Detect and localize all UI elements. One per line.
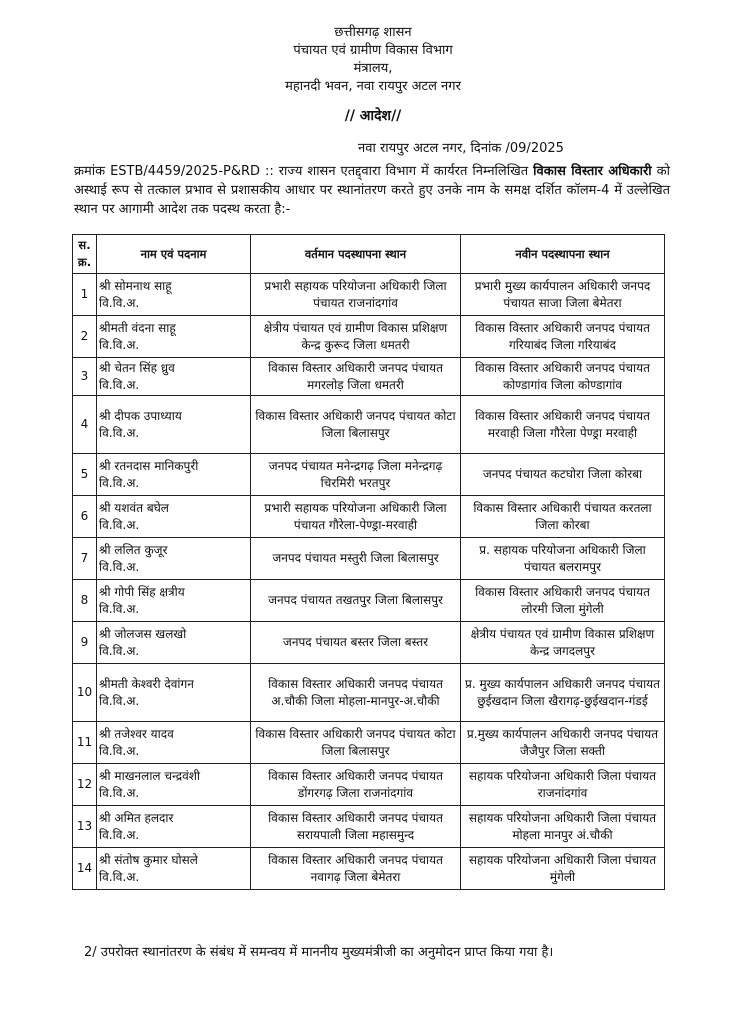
- table-row: [73, 274, 665, 316]
- employee-name: श्री माखनलाल चन्द्रवंशी: [99, 768, 201, 783]
- new-posting: प्र. सहायक परियोजना अधिकारी जिला पंचायत बलरामपुर: [461, 538, 665, 580]
- employee-name: श्री जोलजस खलखो: [99, 626, 187, 641]
- row-name-cell: [97, 274, 251, 316]
- row-name-cell: [97, 664, 251, 722]
- new-posting: प्र.मुख्य कार्यपालन अधिकारी जनपद पंचायत जैजैपुर जिला सक्ती: [461, 722, 665, 764]
- new-posting: प्र. मुख्य कार्यपालन अधिकारी जनपद पंचायत छुईखदान जिला खैरागढ़-छुईखदान-गंडई: [461, 664, 665, 722]
- employee-post: वि.वि.अ.: [99, 827, 140, 842]
- employee-post: वि.वि.अ.: [99, 643, 140, 658]
- row-serial: 8: [73, 580, 97, 622]
- employee-name: श्रीमती वंदना साहू: [99, 320, 176, 335]
- order-title: // आदेश//: [344, 108, 402, 124]
- row-serial: 6: [73, 496, 97, 538]
- row-name-cell: [97, 622, 251, 664]
- table-row: [73, 580, 665, 622]
- employee-post: वि.वि.अ.: [99, 601, 140, 616]
- row-serial: 12: [73, 764, 97, 806]
- current-posting: जनपद पंचायत बस्तर जिला बस्तर: [251, 622, 461, 664]
- employee-name: श्री संतोष कुमार घोसले: [99, 852, 198, 867]
- department-name: पंचायत एवं ग्रामीण विकास विभाग: [293, 43, 453, 58]
- current-posting: विकास विस्तार अधिकारी जनपद पंचायत अ.चौकी जिला मोहला-मानपुर-अ.चौकी: [251, 664, 461, 722]
- order-intro: [74, 162, 670, 219]
- table-row: [73, 454, 665, 496]
- employee-post: वि.वि.अ.: [99, 743, 140, 758]
- employee-post: वि.वि.अ.: [99, 785, 140, 800]
- table-row: [73, 664, 665, 722]
- employee-post: वि.वि.अ.: [99, 295, 140, 310]
- row-name-cell: [97, 316, 251, 358]
- current-posting: विकास विस्तार अधिकारी जनपद पंचायत कोटा जिला बिलासपुर: [251, 396, 461, 454]
- header-new-posting: नवीन पदस्थापना स्थान: [461, 235, 665, 274]
- header-name: नाम एवं पदनाम: [97, 235, 251, 274]
- ministry-name: मंत्रालय,: [353, 61, 393, 76]
- employee-post: वि.वि.अ.: [99, 517, 140, 532]
- table-row: [73, 764, 665, 806]
- employee-name: श्री यशवंत बघेल: [99, 500, 169, 515]
- new-posting: विकास विस्तार अधिकारी जनपद पंचायत लोरमी जिला मुंगेली: [461, 580, 665, 622]
- employee-name: श्री चेतन सिंह ध्रुव: [99, 360, 175, 375]
- row-name-cell: [97, 848, 251, 890]
- intro-designation: विकास विस्तार अधिकारी: [533, 164, 652, 179]
- current-posting: विकास विस्तार अधिकारी जनपद पंचायत नवागढ़ जिला बेमेतरा: [251, 848, 461, 890]
- table-row: [73, 538, 665, 580]
- transfer-table: [72, 234, 665, 890]
- row-name-cell: [97, 764, 251, 806]
- current-posting: प्रभारी सहायक परियोजना अधिकारी जिला पंचायत गौरेला-पेण्ड्रा-मरवाही: [251, 496, 461, 538]
- header-current-posting: वर्तमान पदस्थापना स्थान: [251, 235, 461, 274]
- employee-name: श्री सोमनाथ साहू: [99, 278, 172, 293]
- employee-name: श्री दीपक उपाध्याय: [99, 408, 182, 423]
- employee-name: श्री तजेश्वर यादव: [99, 726, 174, 741]
- employee-post: वि.वि.अ.: [99, 559, 140, 574]
- employee-post: वि.वि.अ.: [99, 475, 140, 490]
- current-posting: विकास विस्तार अधिकारी जनपद पंचायत कोटा जिला बिलासपुर: [251, 722, 461, 764]
- row-serial: 9: [73, 622, 97, 664]
- table-header-row: [73, 235, 665, 274]
- row-serial: 7: [73, 538, 97, 580]
- table-row: [73, 358, 665, 396]
- current-posting: जनपद पंचायत तखतपुर जिला बिलासपुर: [251, 580, 461, 622]
- new-posting: विकास विस्तार अधिकारी जनपद पंचायत गरियाबंद जिला गरियाबंद: [461, 316, 665, 358]
- current-posting: जनपद पंचायत मनेन्द्रगढ़ जिला मनेन्द्रगढ़ चिरमिरी भरतपुर: [251, 454, 461, 496]
- new-posting: विकास विस्तार अधिकारी जनपद पंचायत मरवाही जिला गौरेला पेण्ड्रा मरवाही: [461, 396, 665, 454]
- row-serial: 5: [73, 454, 97, 496]
- new-posting: जनपद पंचायत कटघोरा जिला कोरबा: [461, 454, 665, 496]
- current-posting: विकास विस्तार अधिकारी जनपद पंचायत डोंगरगढ़ जिला राजनांदगांव: [251, 764, 461, 806]
- employee-name: श्री गोपी सिंह क्षत्रीय: [99, 584, 185, 599]
- row-serial: 11: [73, 722, 97, 764]
- new-posting: सहायक परियोजना अधिकारी जिला पंचायत मुंगेली: [461, 848, 665, 890]
- employee-post: वि.वि.अ.: [99, 377, 140, 392]
- row-name-cell: [97, 358, 251, 396]
- row-serial: 3: [73, 358, 97, 396]
- employee-post: वि.वि.अ.: [99, 337, 140, 352]
- row-serial: 13: [73, 806, 97, 848]
- employee-post: वि.वि.अ.: [99, 869, 140, 884]
- new-posting: प्रभारी मुख्य कार्यपालन अधिकारी जनपद पंचायत साजा जिला बेमेतरा: [461, 274, 665, 316]
- new-posting: सहायक परियोजना अधिकारी जिला पंचायत राजनांदगांव: [461, 764, 665, 806]
- table-row: [73, 396, 665, 454]
- row-serial: 10: [73, 664, 97, 722]
- employee-name: श्री रतनदास मानिकपुरी: [99, 458, 199, 473]
- employee-name: श्री ललित कुजूर: [99, 542, 168, 557]
- table-row: [73, 722, 665, 764]
- row-name-cell: [97, 722, 251, 764]
- intro-reference: क्रमांक ESTB/4459/2025-P&RD :: राज्य शासन एतद्द्वारा विभाग में कार्यरत निम्नलिखित: [74, 164, 529, 179]
- employee-name: श्रीमती केश्वरी देवांगन: [99, 676, 194, 691]
- row-serial: 2: [73, 316, 97, 358]
- employee-post: वि.वि.अ.: [99, 425, 140, 440]
- row-serial: 1: [73, 274, 97, 316]
- row-name-cell: [97, 454, 251, 496]
- employee-post: वि.वि.अ.: [99, 693, 140, 708]
- table-row: [73, 848, 665, 890]
- employee-name: श्री अमित हलदार: [99, 810, 174, 825]
- table-row: [73, 316, 665, 358]
- new-posting: सहायक परियोजना अधिकारी जिला पंचायत मोहला मानपुर अं.चौकी: [461, 806, 665, 848]
- row-name-cell: [97, 496, 251, 538]
- table-row: [73, 622, 665, 664]
- current-posting: प्रभारी सहायक परियोजना अधिकारी जिला पंचायत राजनांदगांव: [251, 274, 461, 316]
- footer-note: 2/ उपरोक्त स्थानांतरण के संबंध में समन्वय में माननीय मुख्यमंत्रीजी का अनुमोदन प्राप्त किया गया है।: [84, 945, 554, 960]
- intro-body: को अस्थाई रूप से तत्काल प्रभाव से प्रशासकीय आधार पर स्थानांतरण करते हुए उनके नाम के समक्ष दर्शित कॉलम-4 में उल्लेखित स्थान पर आगामी आदेश तक पदस्थ करता है:-: [74, 164, 670, 217]
- new-posting: विकास विस्तार अधिकारी पंचायत करतला जिला कोरबा: [461, 496, 665, 538]
- new-posting: विकास विस्तार अधिकारी जनपद पंचायत कोण्डागांव जिला कोण्डागांव: [461, 358, 665, 396]
- government-name: छत्तीसगढ़ शासन: [334, 25, 412, 40]
- office-address: महानदी भवन, नवा रायपुर अटल नगर: [285, 79, 461, 94]
- row-name-cell: [97, 580, 251, 622]
- new-posting: क्षेत्रीय पंचायत एवं ग्रामीण विकास प्रशिक्षण केन्द्र जगदलपुर: [461, 622, 665, 664]
- row-name-cell: [97, 396, 251, 454]
- current-posting: क्षेत्रीय पंचायत एवं ग्रामीण विकास प्रशिक्षण केन्द्र कुरूद जिला धमतरी: [251, 316, 461, 358]
- current-posting: जनपद पंचायत मस्तुरी जिला बिलासपुर: [251, 538, 461, 580]
- current-posting: विकास विस्तार अधिकारी जनपद पंचायत मगरलोड़ जिला धमतरी: [251, 358, 461, 396]
- dateline: नवा रायपुर अटल नगर, दिनांक /09/2025: [358, 141, 564, 156]
- table-row: [73, 496, 665, 538]
- row-name-cell: [97, 806, 251, 848]
- row-serial: 4: [73, 396, 97, 454]
- row-name-cell: [97, 538, 251, 580]
- current-posting: विकास विस्तार अधिकारी जनपद पंचायत सरायपाली जिला महासमुन्द: [251, 806, 461, 848]
- table-row: [73, 806, 665, 848]
- row-serial: 14: [73, 848, 97, 890]
- letterhead: [0, 24, 746, 96]
- header-serial: स. क्र.: [73, 235, 97, 274]
